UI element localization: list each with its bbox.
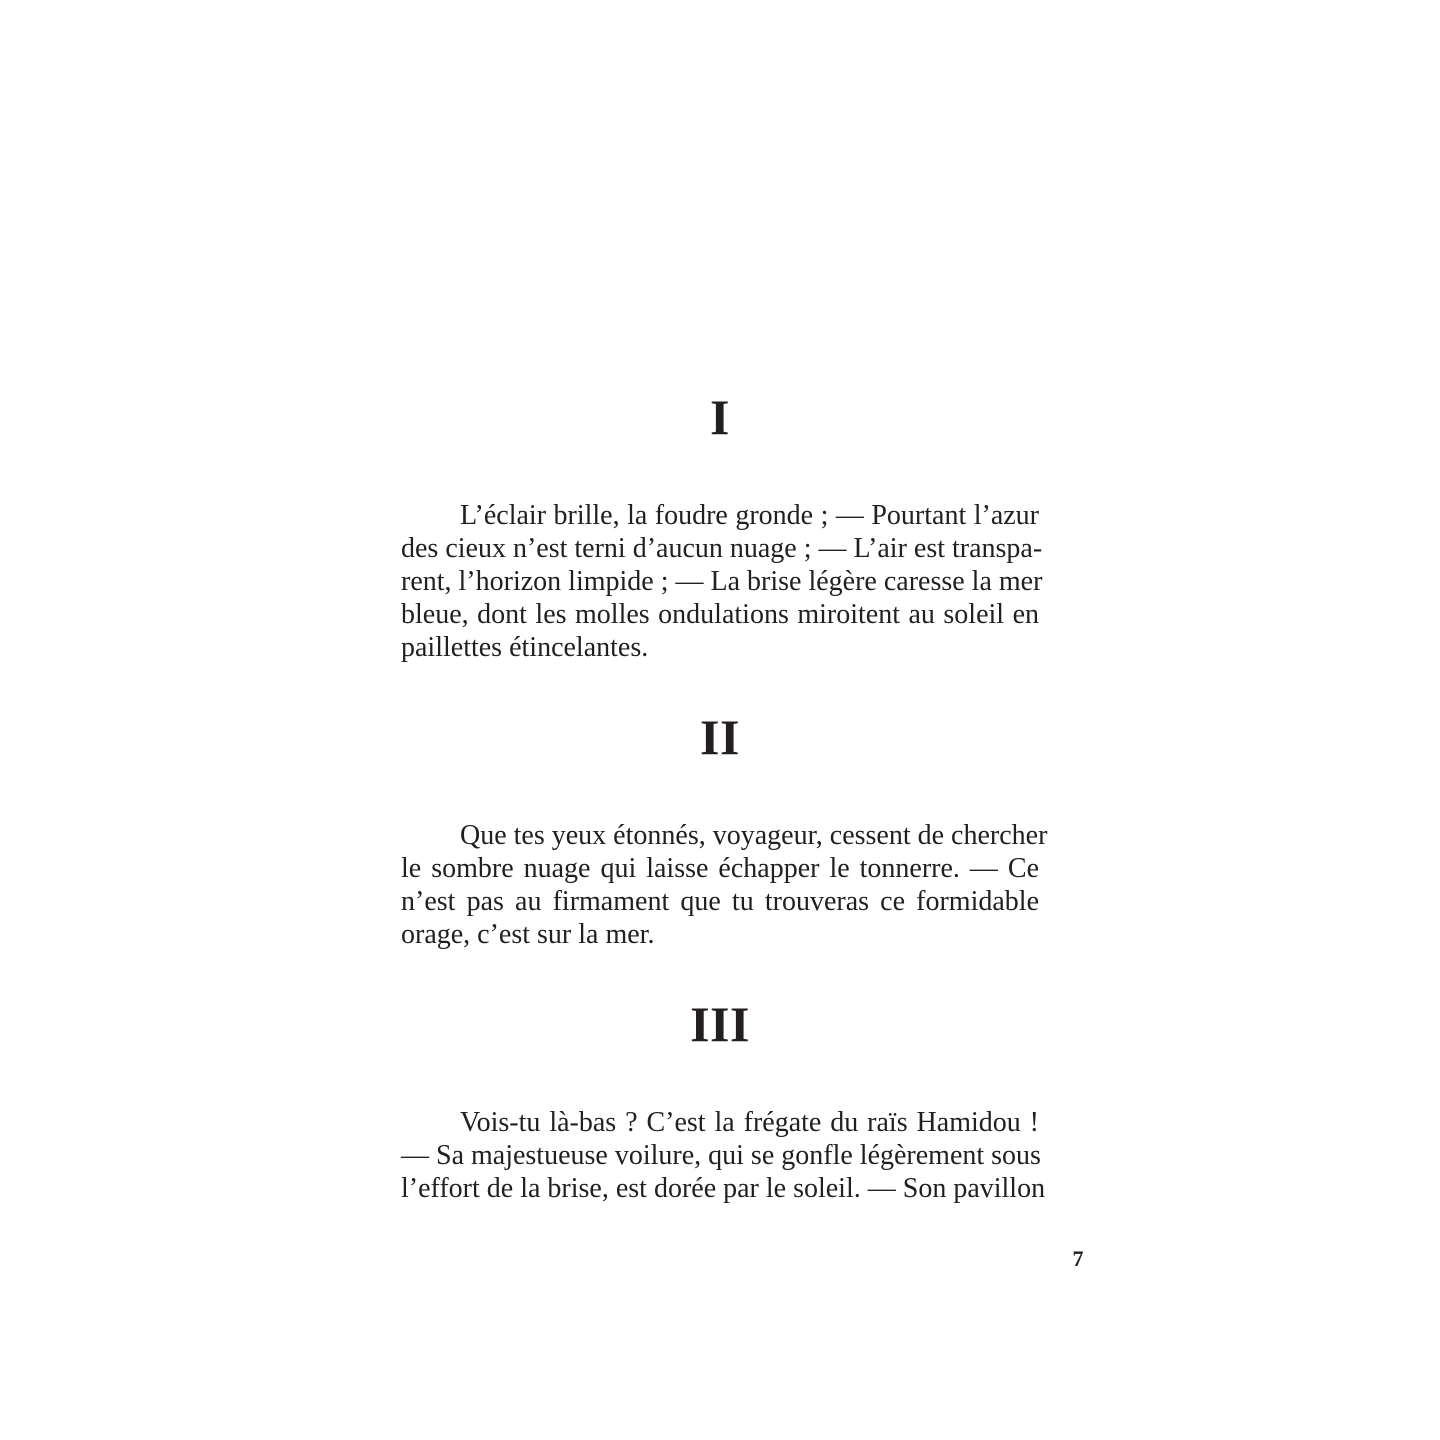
paragraph-line: n’est pas au firmament que tu trouveras ce formidable: [401, 886, 1039, 917]
paragraph-line: l’effort de la brise, est dorée par le soleil. — Son pavillon: [401, 1173, 1046, 1204]
page-number: 7: [1072, 1246, 1084, 1271]
paragraph-line: Vois-tu là-bas ? C’est la frégate du raïs Hamidou !: [460, 1107, 1039, 1138]
section-paragraph-2: [401, 819, 1048, 951]
paragraph-line: L’éclair brille, la foudre gronde ; — Pourtant l’azur: [460, 500, 1039, 531]
paragraph-line: le sombre nuage qui laisse échapper le tonnerre. — Ce: [401, 853, 1039, 884]
paragraph-line: rent, l’horizon limpide ; — La brise légère caresse la mer: [401, 566, 1043, 597]
section-paragraph-1: [401, 499, 1043, 664]
paragraph-line: bleue, dont les molles ondulations miroitent au soleil en: [401, 599, 1039, 630]
section-heading-1: I: [710, 389, 730, 445]
paragraph-line: — Sa majestueuse voilure, qui se gonfle légèrement sous: [401, 1140, 1041, 1171]
paragraph-line: Que tes yeux étonnés, voyageur, cessent de chercher: [460, 820, 1048, 851]
paragraph-line: des cieux n’est terni d’aucun nuage ; — L’air est transpa-: [401, 533, 1043, 564]
section-paragraph-3: [401, 1106, 1046, 1205]
paragraph-line: paillettes étincelantes.: [401, 632, 649, 663]
section-heading-3: III: [690, 996, 750, 1052]
paragraph-line: orage, c’est sur la mer.: [401, 919, 655, 950]
section-heading-2: II: [700, 709, 740, 765]
